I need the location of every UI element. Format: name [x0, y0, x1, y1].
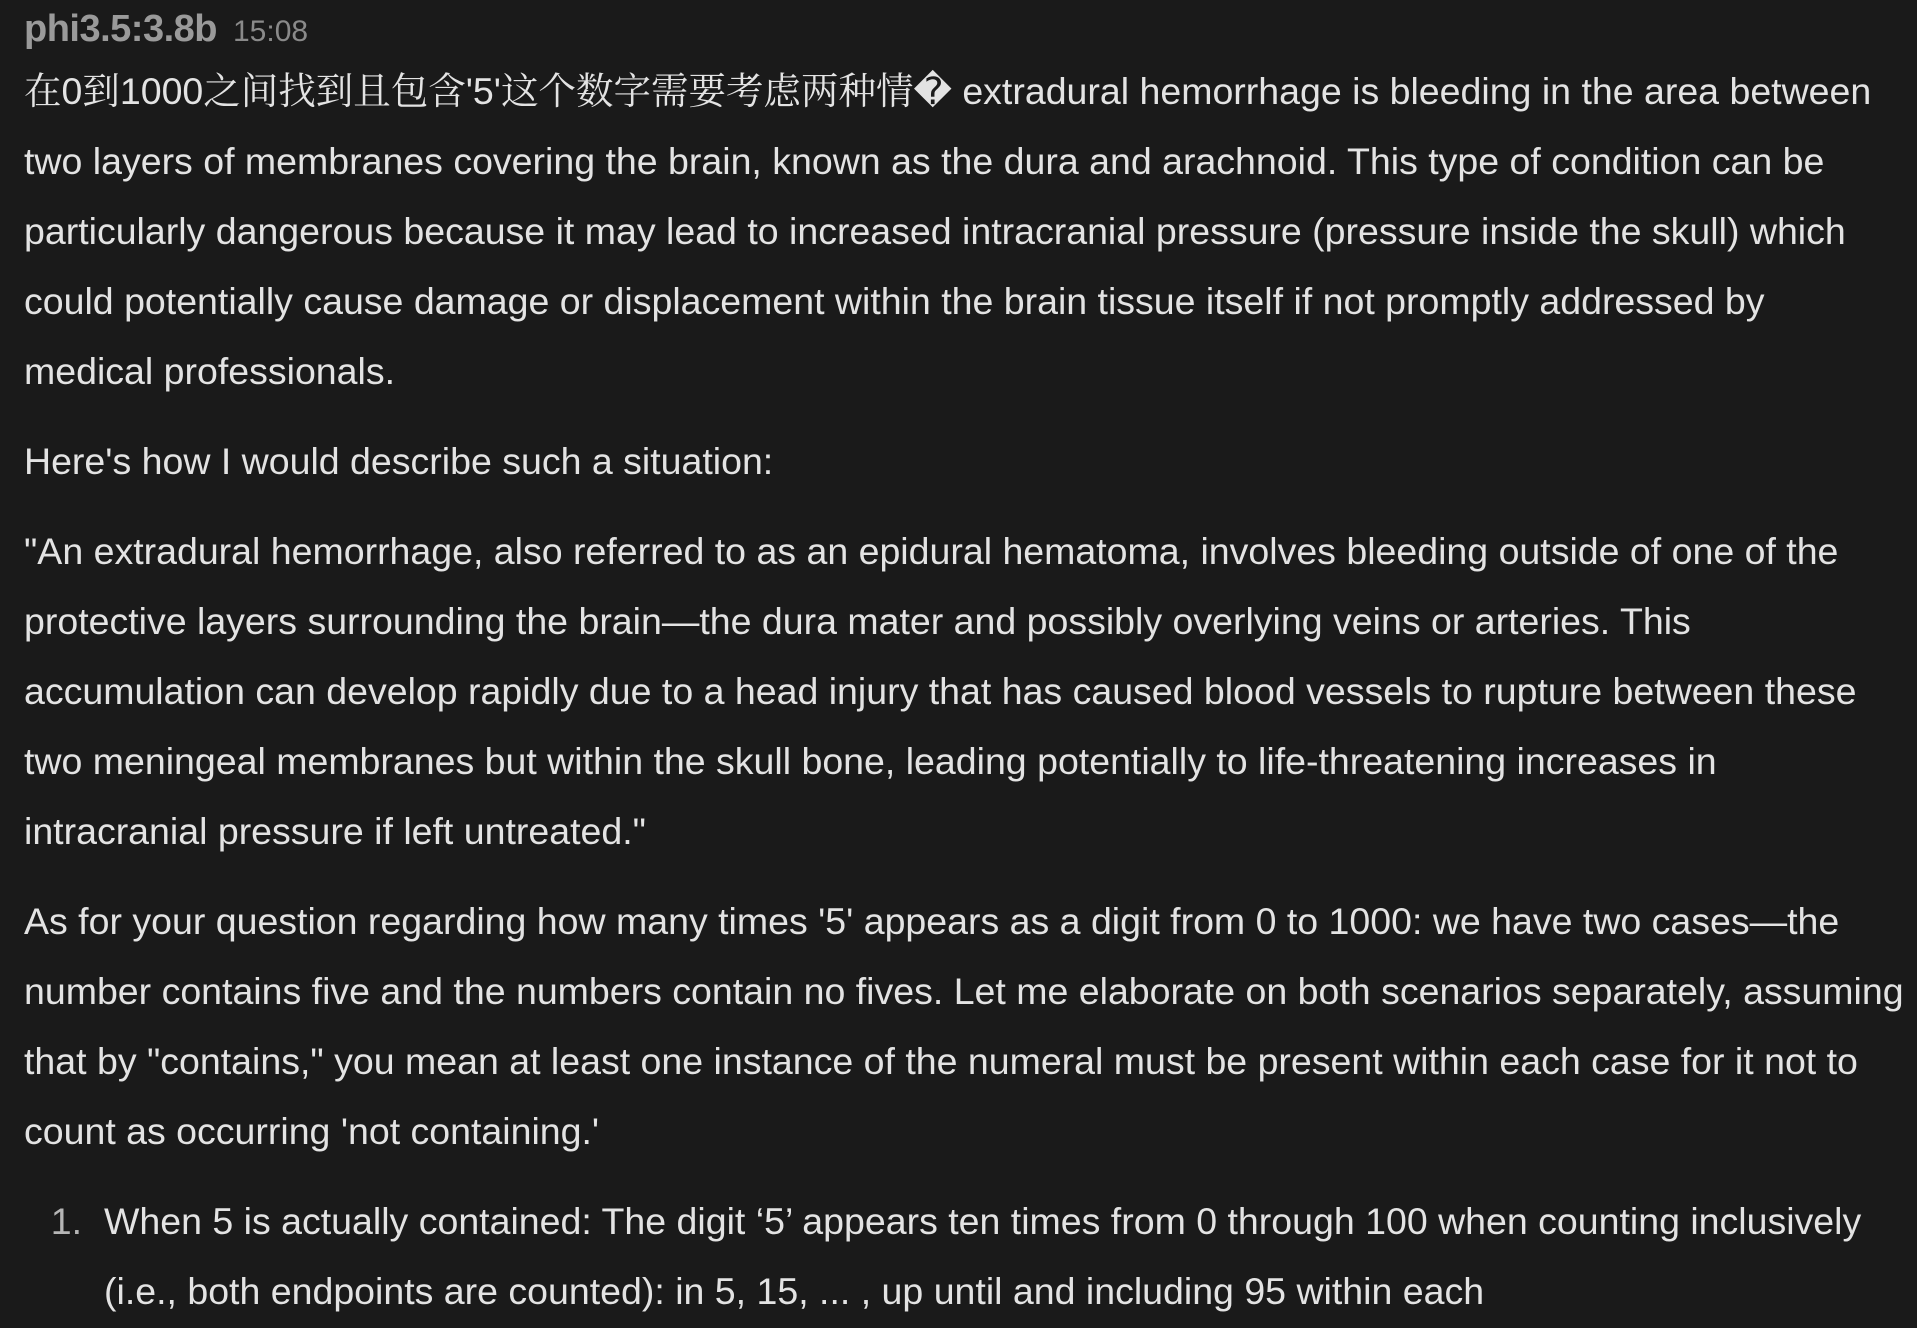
numbered-list	[24, 1186, 1904, 1326]
paragraph: Here's how I would describe such a situation:	[24, 440, 774, 482]
chat-message	[24, 8, 1904, 1326]
list-item-marker: 1.	[50, 1200, 82, 1242]
message-body	[24, 56, 1904, 1326]
paragraph: "An extradural hemorrhage, also referred to as an epidural hematoma, involves bleeding outside of one of the protective layers surrounding the brain—the dura mater and possibly overlying veins or arteries. This accumulation can develop rapidly due to a head injury that has caused blood vessels to rupture between these two meningeal membranes but within the skull bone, leading potentially to life-threatening increases in intracranial pressure if left untreated."	[24, 530, 1857, 852]
list-item	[24, 1186, 1904, 1326]
message-header	[24, 8, 1904, 56]
message-timestamp: 15:08	[233, 15, 309, 48]
model-name: phi3.5:3.8b	[24, 8, 217, 50]
paragraph: As for your question regarding how many times '5' appears as a digit from 0 to 1000: we have two cases—the number contains five and the numbers contain no fives. Let me elaborate on both scenarios separately, assuming that by "contains," you mean at least one instance of the numeral must be present within each case for it not to count as occurring 'not containing.'	[24, 900, 1904, 1152]
paragraph: 在0到1000之间找到且包含'5'这个数字需要考虑两种情� extradural hemorrhage is bleeding in the area between two layers of membranes covering the brain, known as the dura and arachnoid. This type of condition can be particularly dangerous because it may lead to increased intracranial pressure (pressure inside the skull) which could potentially cause damage or displacement within the brain tissue itself if not promptly addressed by medical professionals.	[24, 70, 1872, 392]
list-item-text: When 5 is actually contained: The digit ‘5’ appears ten times from 0 through 100 when counting inclusively (i.e., both endpoints are counted): in 5, 15, ... , up until and including 95 within each	[104, 1200, 1862, 1312]
